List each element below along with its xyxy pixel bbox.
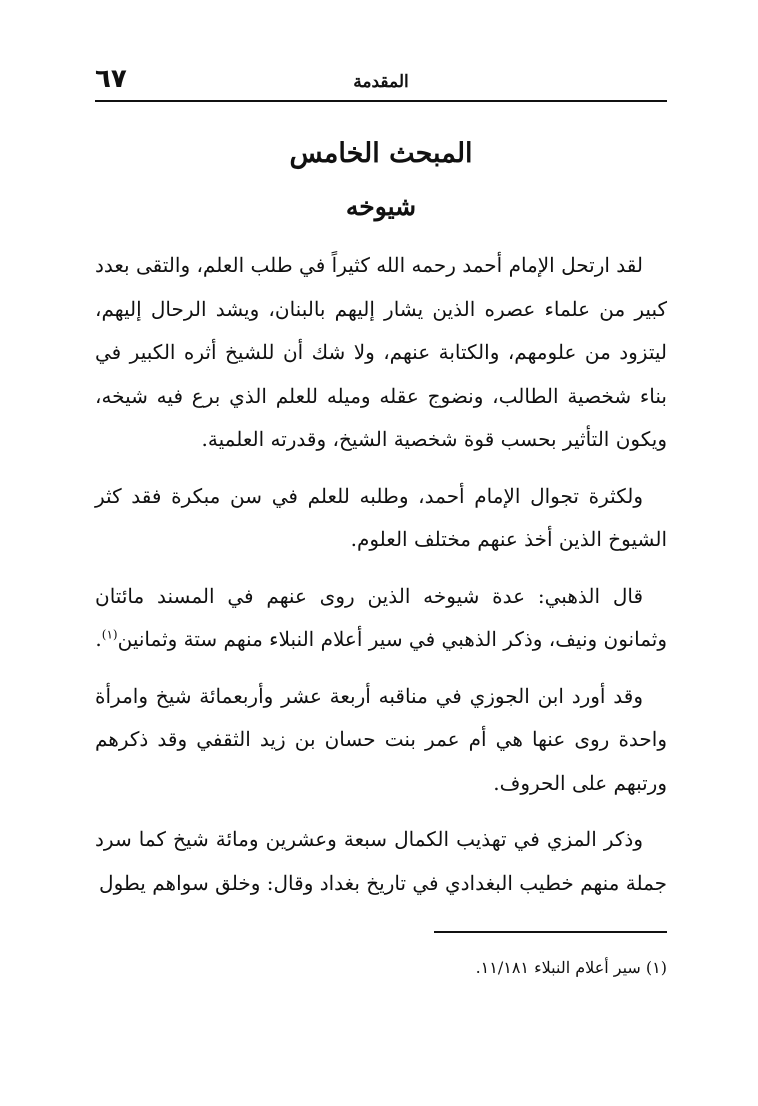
- paragraph: ولكثرة تجوال الإمام أحمد، وطلبه للعلم في سن مبكرة فقد كثر الشيوخ الذين أخذ عنهم مختلف العلوم.: [95, 483, 667, 551]
- page-number: ٦٧: [95, 64, 127, 94]
- paragraph: وقد أورد ابن الجوزي في مناقبه أربعة عشر وأربعمائة شيخ وامرأة واحدة روى عنها هي أم عمر بنت حسان بن زيد الثقفي وقد ذكرهم ورتبهم على الحروف.: [95, 683, 667, 795]
- footnote: (١) سير أعلام النبلاء ١١/١٨١.: [475, 958, 667, 977]
- running-title: المقدمة: [353, 72, 409, 92]
- paragraph: [95, 575, 667, 662]
- footnote-reference[interactable]: (١): [101, 627, 118, 642]
- page-header: [95, 64, 667, 102]
- paragraph: وذكر المزي في تهذيب الكمال سبعة وعشرين ومائة شيخ كما سرد جملة منهم خطيب البغدادي في تاريخ بغداد وقال: وخلق سواهم يطول: [95, 827, 667, 895]
- section-subtitle: شيوخه: [345, 192, 417, 221]
- paragraph-text: قال الذهبي: عدة شيوخه الذين روى عنهم في المسند مائتان وثمانون ونيف، وذكر الذهبي في سير أعلام النبلاء منهم ستة وثمانين: [95, 583, 667, 651]
- paragraph-end-punctuation: .: [95, 627, 102, 651]
- section-heading: المبحث الخامس: [289, 138, 473, 169]
- footnote-divider: [434, 931, 667, 933]
- body-text: [95, 244, 667, 918]
- paragraph: لقد ارتحل الإمام أحمد رحمه الله كثيراً في طلب العلم، والتقى بعدد كبير من علماء عصره الذين يشار إليهم بالبنان، ويشد الرحال إليهم، ليتزود من علومهم، والكتابة عنهم، ولا شك أن للشيخ أثره الكبير في بناء شخصية الطالب، ونضوج عقله وميله للعلم الذي برع فيه شيخه، ويكون التأثير بحسب قوة شخصية الشيخ، وقدرته العلمية.: [95, 253, 668, 451]
